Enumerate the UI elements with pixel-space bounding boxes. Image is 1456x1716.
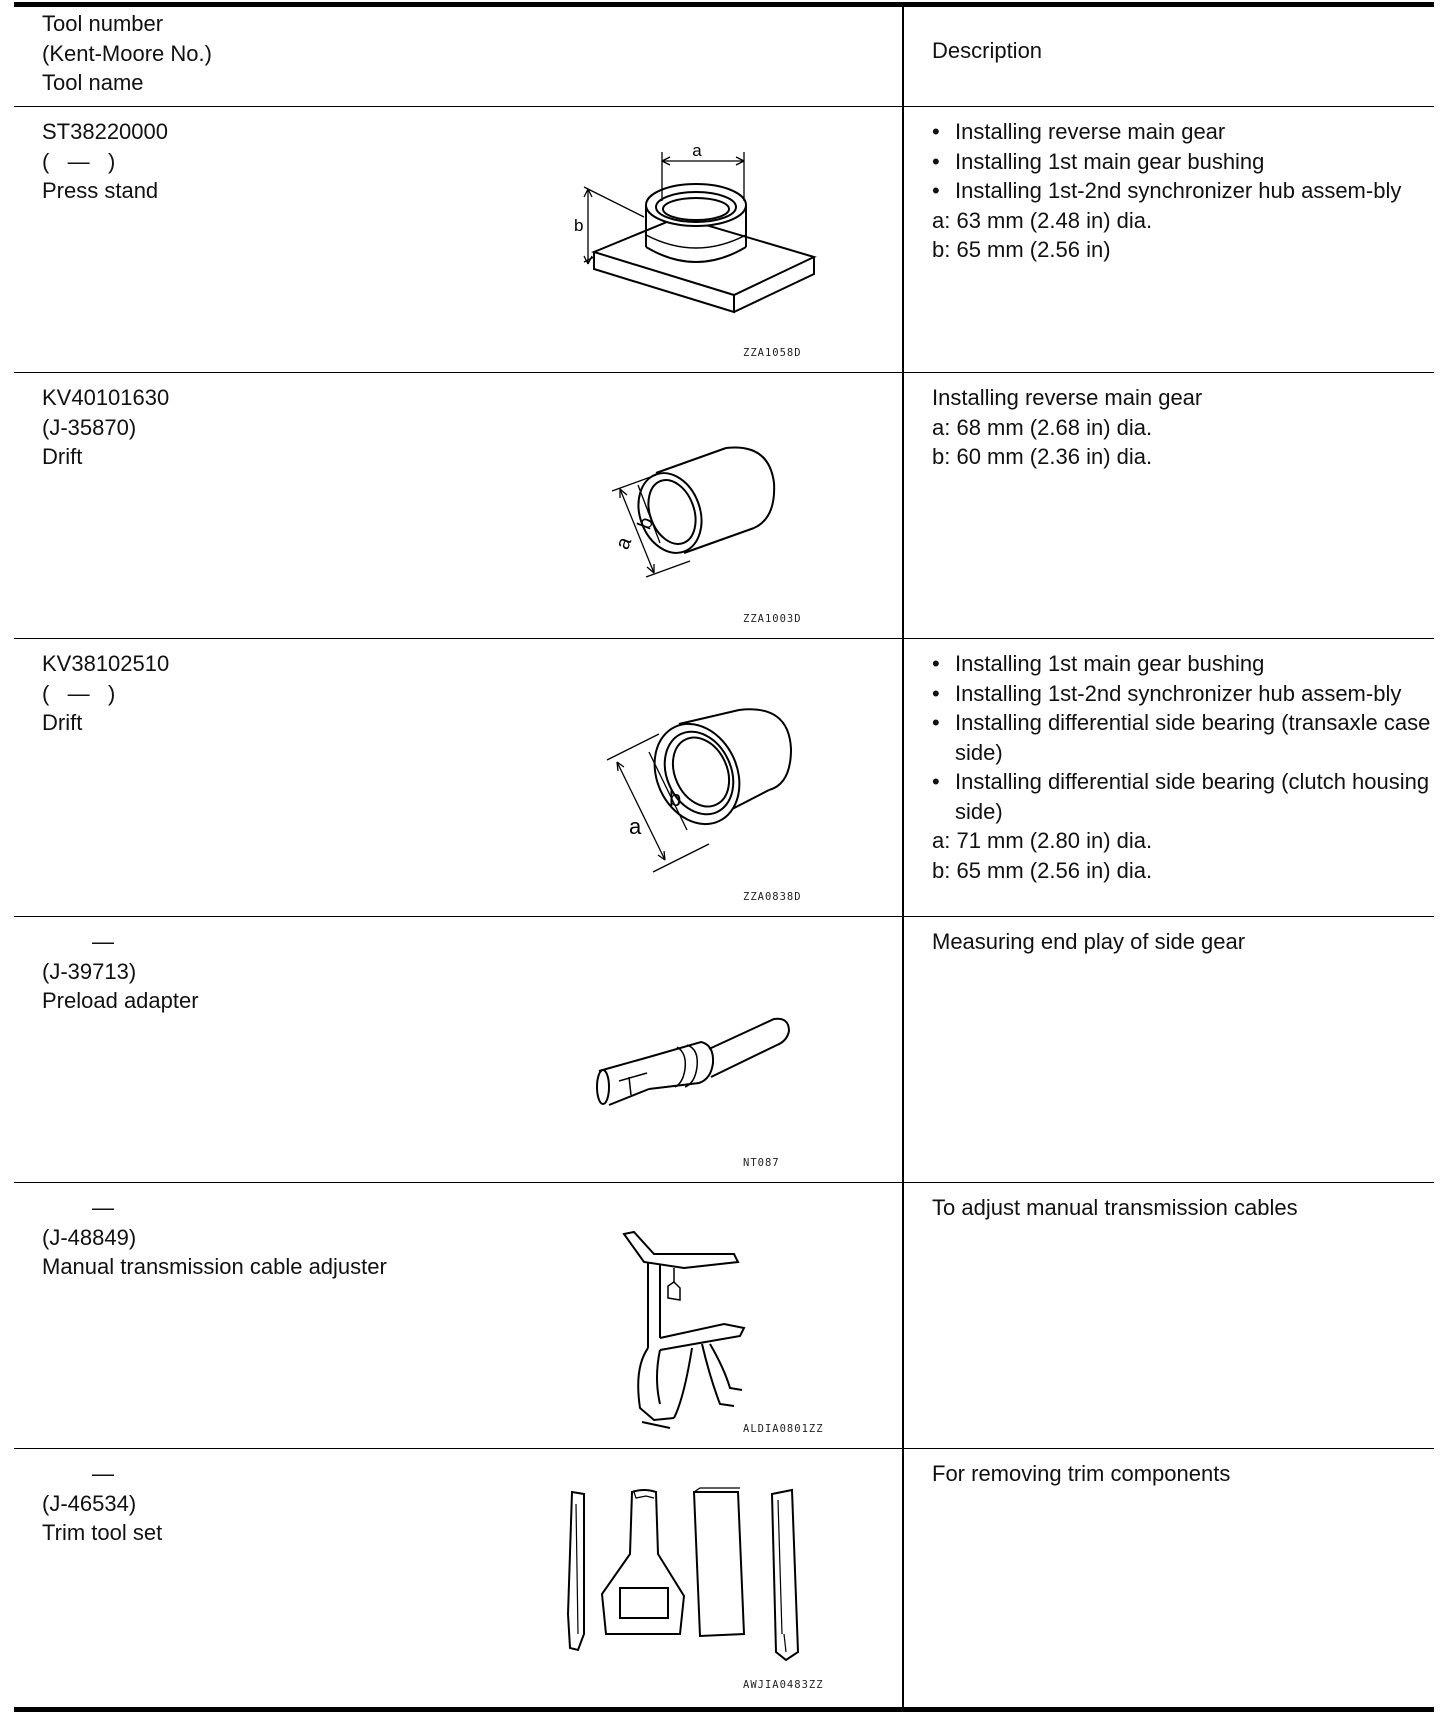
kent-moore-number: ( — ) [42,680,116,706]
spec-line: Measuring end play of side gear [932,929,1246,954]
dimension-label-b: b [574,216,584,235]
kent-moore-number: ( — ) [42,148,116,174]
tool-id-cell [42,383,169,472]
table-row [14,1449,1434,1707]
description-cell [932,383,1432,472]
tool-name: Trim tool set [42,1520,163,1545]
drift-illustration [604,443,804,583]
illustration-code: ZZA1058D [743,347,802,359]
description-cell [932,1193,1432,1223]
dimension-label-b: b [633,514,659,533]
spec-line: a: 63 mm (2.48 in) dia. [932,207,1153,233]
table-row [14,1183,1434,1449]
tool-number: KV38102510 [42,651,170,676]
tool-id-cell [42,649,169,738]
kent-moore-number: (J-35870) [42,414,137,440]
tool-id-cell [42,927,199,1016]
tool-name: Drift [42,710,83,735]
illustration-code: ALDIA0801ZZ [743,1423,824,1435]
tool-number: — [92,929,114,954]
table-header-row [14,7,1434,107]
spec-line: a: 68 mm (2.68 in) dia. [932,414,1153,440]
kent-moore-number: (J-46534) [42,1490,137,1516]
tool-id-cell [42,1459,162,1548]
table-row [14,639,1434,917]
tool-number: ST38220000 [42,119,168,144]
illustration-code: NT087 [743,1157,780,1169]
tool-number: KV40101630 [42,385,170,410]
spec-line: b: 60 mm (2.36 in) dia. [932,444,1153,469]
spec-line: To adjust manual transmission cables [932,1195,1298,1220]
description-cell [932,117,1432,265]
dimension-label-a: a [692,147,702,160]
description-cell [932,927,1432,957]
description-bullet: • Installing differential side bearing (clutch housing side) [932,767,1432,826]
description-cell [932,1459,1432,1489]
spec-line: b: 65 mm (2.56 in) [932,237,1111,262]
dimension-label-a: a [611,534,637,553]
header-tool-name: Tool name [42,70,144,95]
kent-moore-number: (J-39713) [42,958,137,984]
spec-line: a: 71 mm (2.80 in) dia. [932,828,1153,853]
description-bullet: • Installing differential side bearing (transaxle case side) [932,708,1432,767]
tool-name: Drift [42,444,83,469]
table-row [14,373,1434,639]
illustration-code: ZZA1003D [743,613,802,625]
tool-number: — [92,1195,114,1220]
illustration-code: AWJIA0483ZZ [743,1679,824,1691]
trim-tool-set-illustration [554,1484,814,1674]
header-tool-column [42,9,212,98]
table-row [14,917,1434,1183]
kent-moore-number: (J-48849) [42,1224,137,1250]
description-cell [932,649,1432,885]
illustration-code: ZZA0838D [743,891,802,903]
tool-name: Press stand [42,178,159,203]
table-bottom-rule [14,1707,1434,1712]
table-row [14,107,1434,373]
tool-number: — [92,1461,114,1486]
header-description: Description [932,38,1043,63]
description-bullet: • Installing reverse main gear [932,117,1432,147]
tool-id-cell [42,117,168,206]
header-tool-number: Tool number [42,11,164,36]
description-bullet: • Installing 1st-2nd synchronizer hub assem-bly [932,176,1432,206]
spec-line: b: 65 mm (2.56 in) dia. [932,857,1153,883]
description-bullet: • Installing 1st-2nd synchronizer hub assem-bly [932,679,1432,709]
press-stand-illustration [554,147,844,347]
tool-name: Preload adapter [42,988,199,1013]
tool-name: Manual transmission cable adjuster [42,1254,387,1279]
spec-line: For removing trim components [932,1461,1231,1486]
drift-illustration [599,704,799,874]
tool-id-cell [42,1193,387,1282]
spec-line: Installing reverse main gear [932,385,1203,410]
preload-adapter-illustration [589,1007,799,1117]
dimension-label-a: a [629,814,642,839]
header-kent-moore: (Kent-Moore No.) [42,40,212,66]
description-bullet: • Installing 1st main gear bushing [932,147,1432,177]
dimension-label-b: b [669,786,682,811]
description-bullet: • Installing 1st main gear bushing [932,649,1432,679]
cable-adjuster-illustration [614,1228,784,1438]
